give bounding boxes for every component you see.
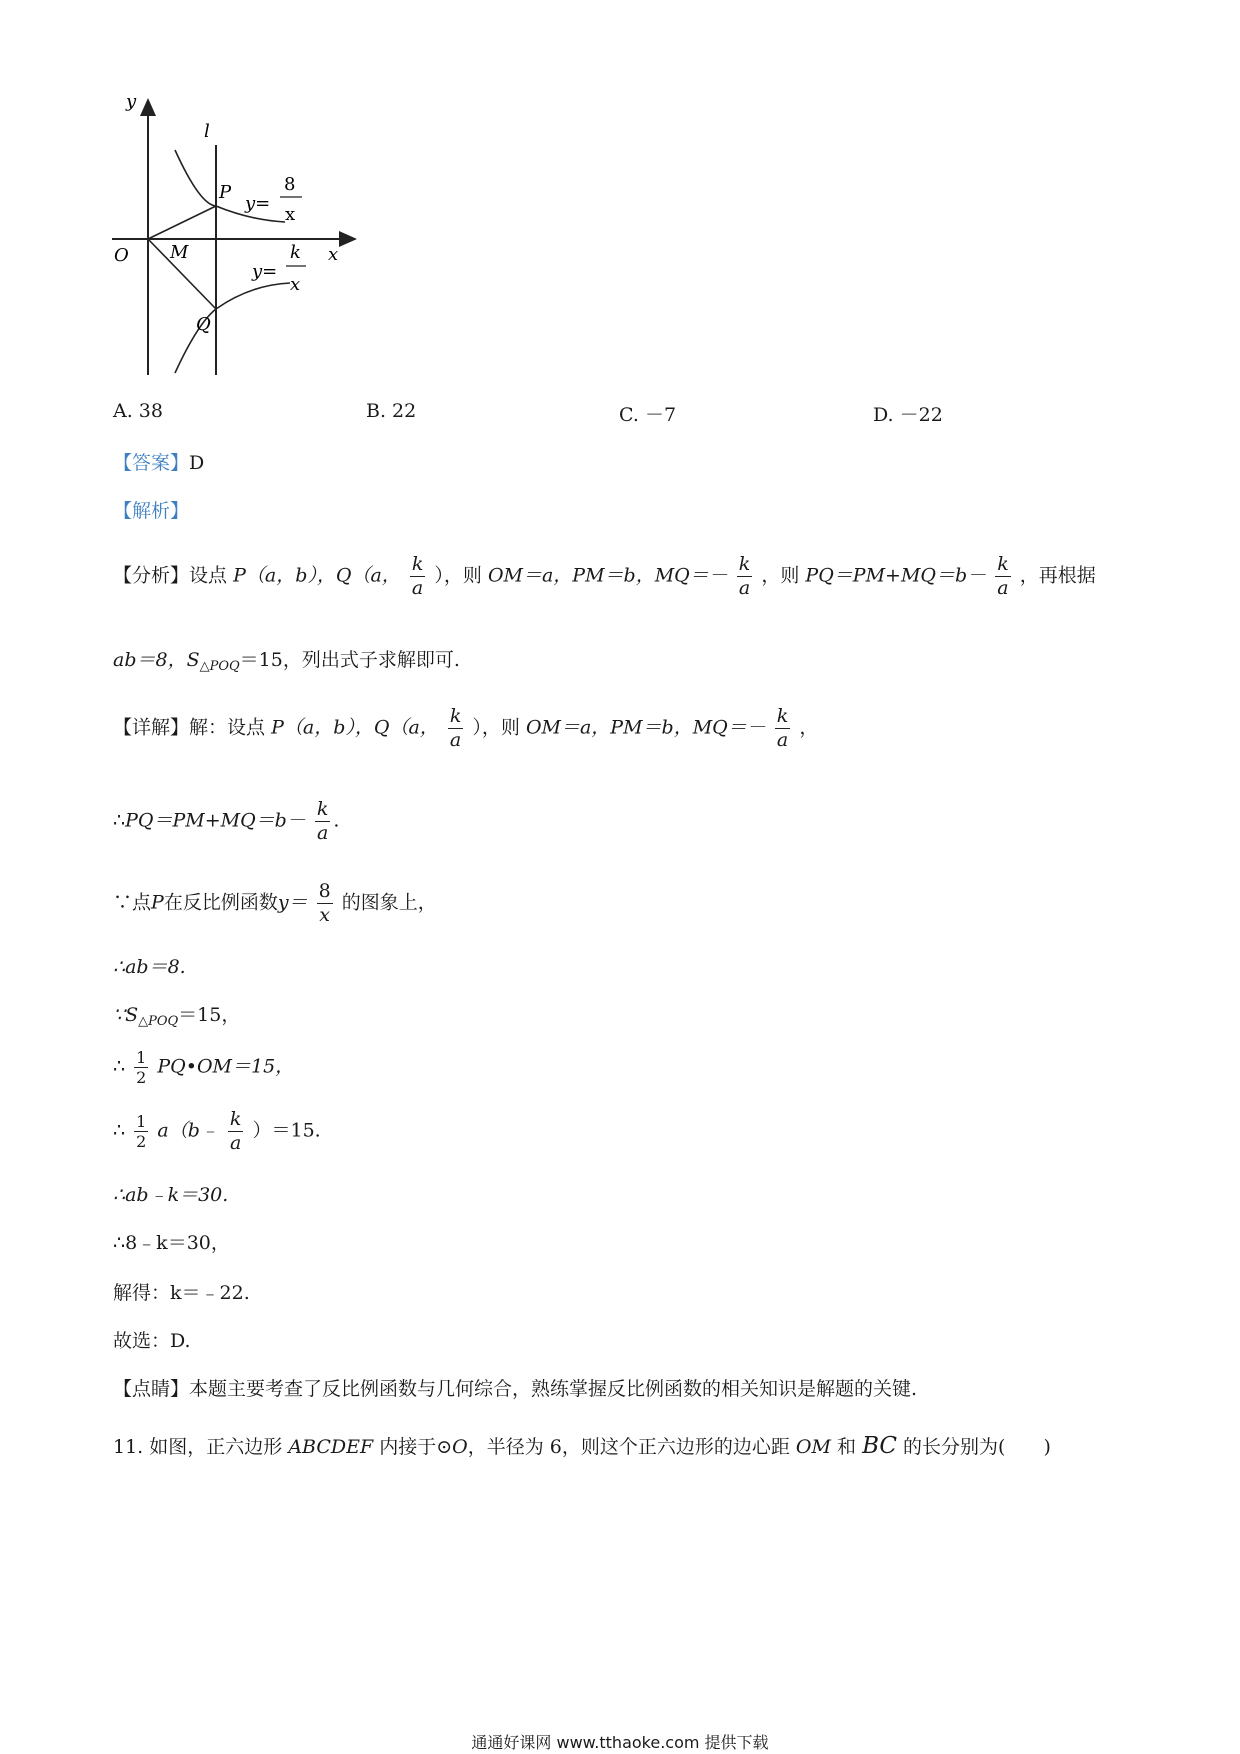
step-7: ∴ab﹣k＝30. bbox=[113, 1184, 229, 1206]
fraction-k-over-a: $\frac{k}{a}$ bbox=[449, 705, 462, 751]
fraction-k-over-a: $\frac{k}{a}$ bbox=[738, 553, 751, 599]
step-2: ∵点P在反比例函数y＝ $\frac{8}{x}$ 的图象上， bbox=[113, 880, 437, 926]
question-11: 11. 如图，正六边形 ABCDEF 内接于⊙O，半径为 6，则这个正六边形的边心距 OM 和 BC 的长分别为( ) bbox=[113, 1433, 1051, 1459]
label-origin: O bbox=[114, 245, 129, 266]
curve2-lhs: y= bbox=[252, 261, 278, 282]
step-8: ∴8﹣k＝30， bbox=[113, 1232, 230, 1254]
fraction-k-over-a: $\frac{k}{a}$ bbox=[997, 553, 1009, 599]
curve2-num: k bbox=[290, 242, 301, 263]
step-5: ∴ $\frac{1}{2}$ PQ•OM＝15， bbox=[113, 1048, 295, 1088]
option-b: B. 22 bbox=[366, 400, 417, 422]
label-m: M bbox=[170, 242, 189, 263]
step-10: 故选：D. bbox=[113, 1330, 191, 1352]
fraction-k-over-a: $\frac{k}{a}$ bbox=[411, 553, 424, 599]
fraction-8-over-x: $\frac{8}{x}$ bbox=[318, 880, 331, 926]
analysis-tag: 【解析】 bbox=[113, 500, 190, 522]
fraction-k-over-a: $\frac{k}{a}$ bbox=[316, 798, 329, 844]
step-4: $\because S_{\triangle POQ}=15$， bbox=[113, 1004, 241, 1029]
label-x-axis: x bbox=[328, 244, 339, 265]
fraction-k-over-a: $\frac{k}{a}$ bbox=[229, 1108, 242, 1154]
step-9: 解得：k＝﹣22. bbox=[113, 1282, 250, 1304]
step-6: ∴ $\frac{1}{2}$ a（b﹣ $\frac{k}{a}$ ）＝15. bbox=[113, 1108, 321, 1154]
curve1-lhs: y= bbox=[245, 193, 271, 214]
curve-negative bbox=[175, 283, 290, 373]
label-y-axis: y bbox=[126, 95, 137, 112]
page-footer: 通通好课网 www.tthaoke.com 提供下载 bbox=[471, 1733, 769, 1752]
curve2-den: x bbox=[290, 274, 301, 295]
fenxi-tag: 【分析】 bbox=[113, 564, 190, 587]
answer-line bbox=[113, 448, 204, 475]
fraction-k-over-a: $\frac{k}{a}$ bbox=[776, 705, 789, 751]
label-q: Q bbox=[196, 314, 211, 335]
step-3: ∴ab＝8. bbox=[113, 956, 186, 978]
step-1: ∴PQ＝PM+MQ＝b－ $\frac{k}{a}$ . bbox=[113, 798, 340, 844]
option-a: A. 38 bbox=[113, 400, 163, 422]
dianjing-tag: 【点睛】 bbox=[113, 1378, 190, 1400]
label-p: P bbox=[219, 182, 232, 203]
dianjing-line: 【点睛】本题主要考查了反比例函数与几何综合，熟练掌握反比例函数的相关知识是解题的关键. bbox=[113, 1378, 918, 1400]
segment-op bbox=[148, 206, 216, 239]
answer-value: D bbox=[189, 452, 205, 474]
fenxi-line2: ab＝8，$S_{\triangle POQ}=15$，列出式子求解即可. bbox=[113, 649, 460, 674]
option-d: D. －22 bbox=[873, 404, 943, 426]
function-graph-figure bbox=[100, 95, 380, 385]
fraction-one-half: $\frac{1}{2}$ bbox=[136, 1111, 147, 1151]
xiangjie-tag: 【详解】 bbox=[113, 716, 190, 739]
xiangjie-line: 【详解】解：设点 P（a，b），Q（a， $\frac{k}{a}$ ），则 OM＝a，PM＝b，MQ＝－ $\frac{k}{a}$ ， bbox=[113, 705, 819, 751]
fraction-one-half: $\frac{1}{2}$ bbox=[136, 1048, 147, 1088]
label-line-l: l bbox=[204, 121, 210, 142]
curve1-num: 8 bbox=[284, 174, 296, 195]
option-c: C. －7 bbox=[619, 404, 677, 426]
fenxi-line1: 【分析】设点 P（a，b），Q（a， $\frac{k}{a}$ ），则 OM＝a，PM＝b，MQ＝－ $\frac{k}{a}$ ，则 PQ＝PM+MQ＝b－ $\frac{k}{a}$ ，再根据 bbox=[113, 553, 1096, 599]
curve1-den: x bbox=[285, 204, 296, 225]
answer-tag: 【答案】 bbox=[113, 452, 190, 474]
